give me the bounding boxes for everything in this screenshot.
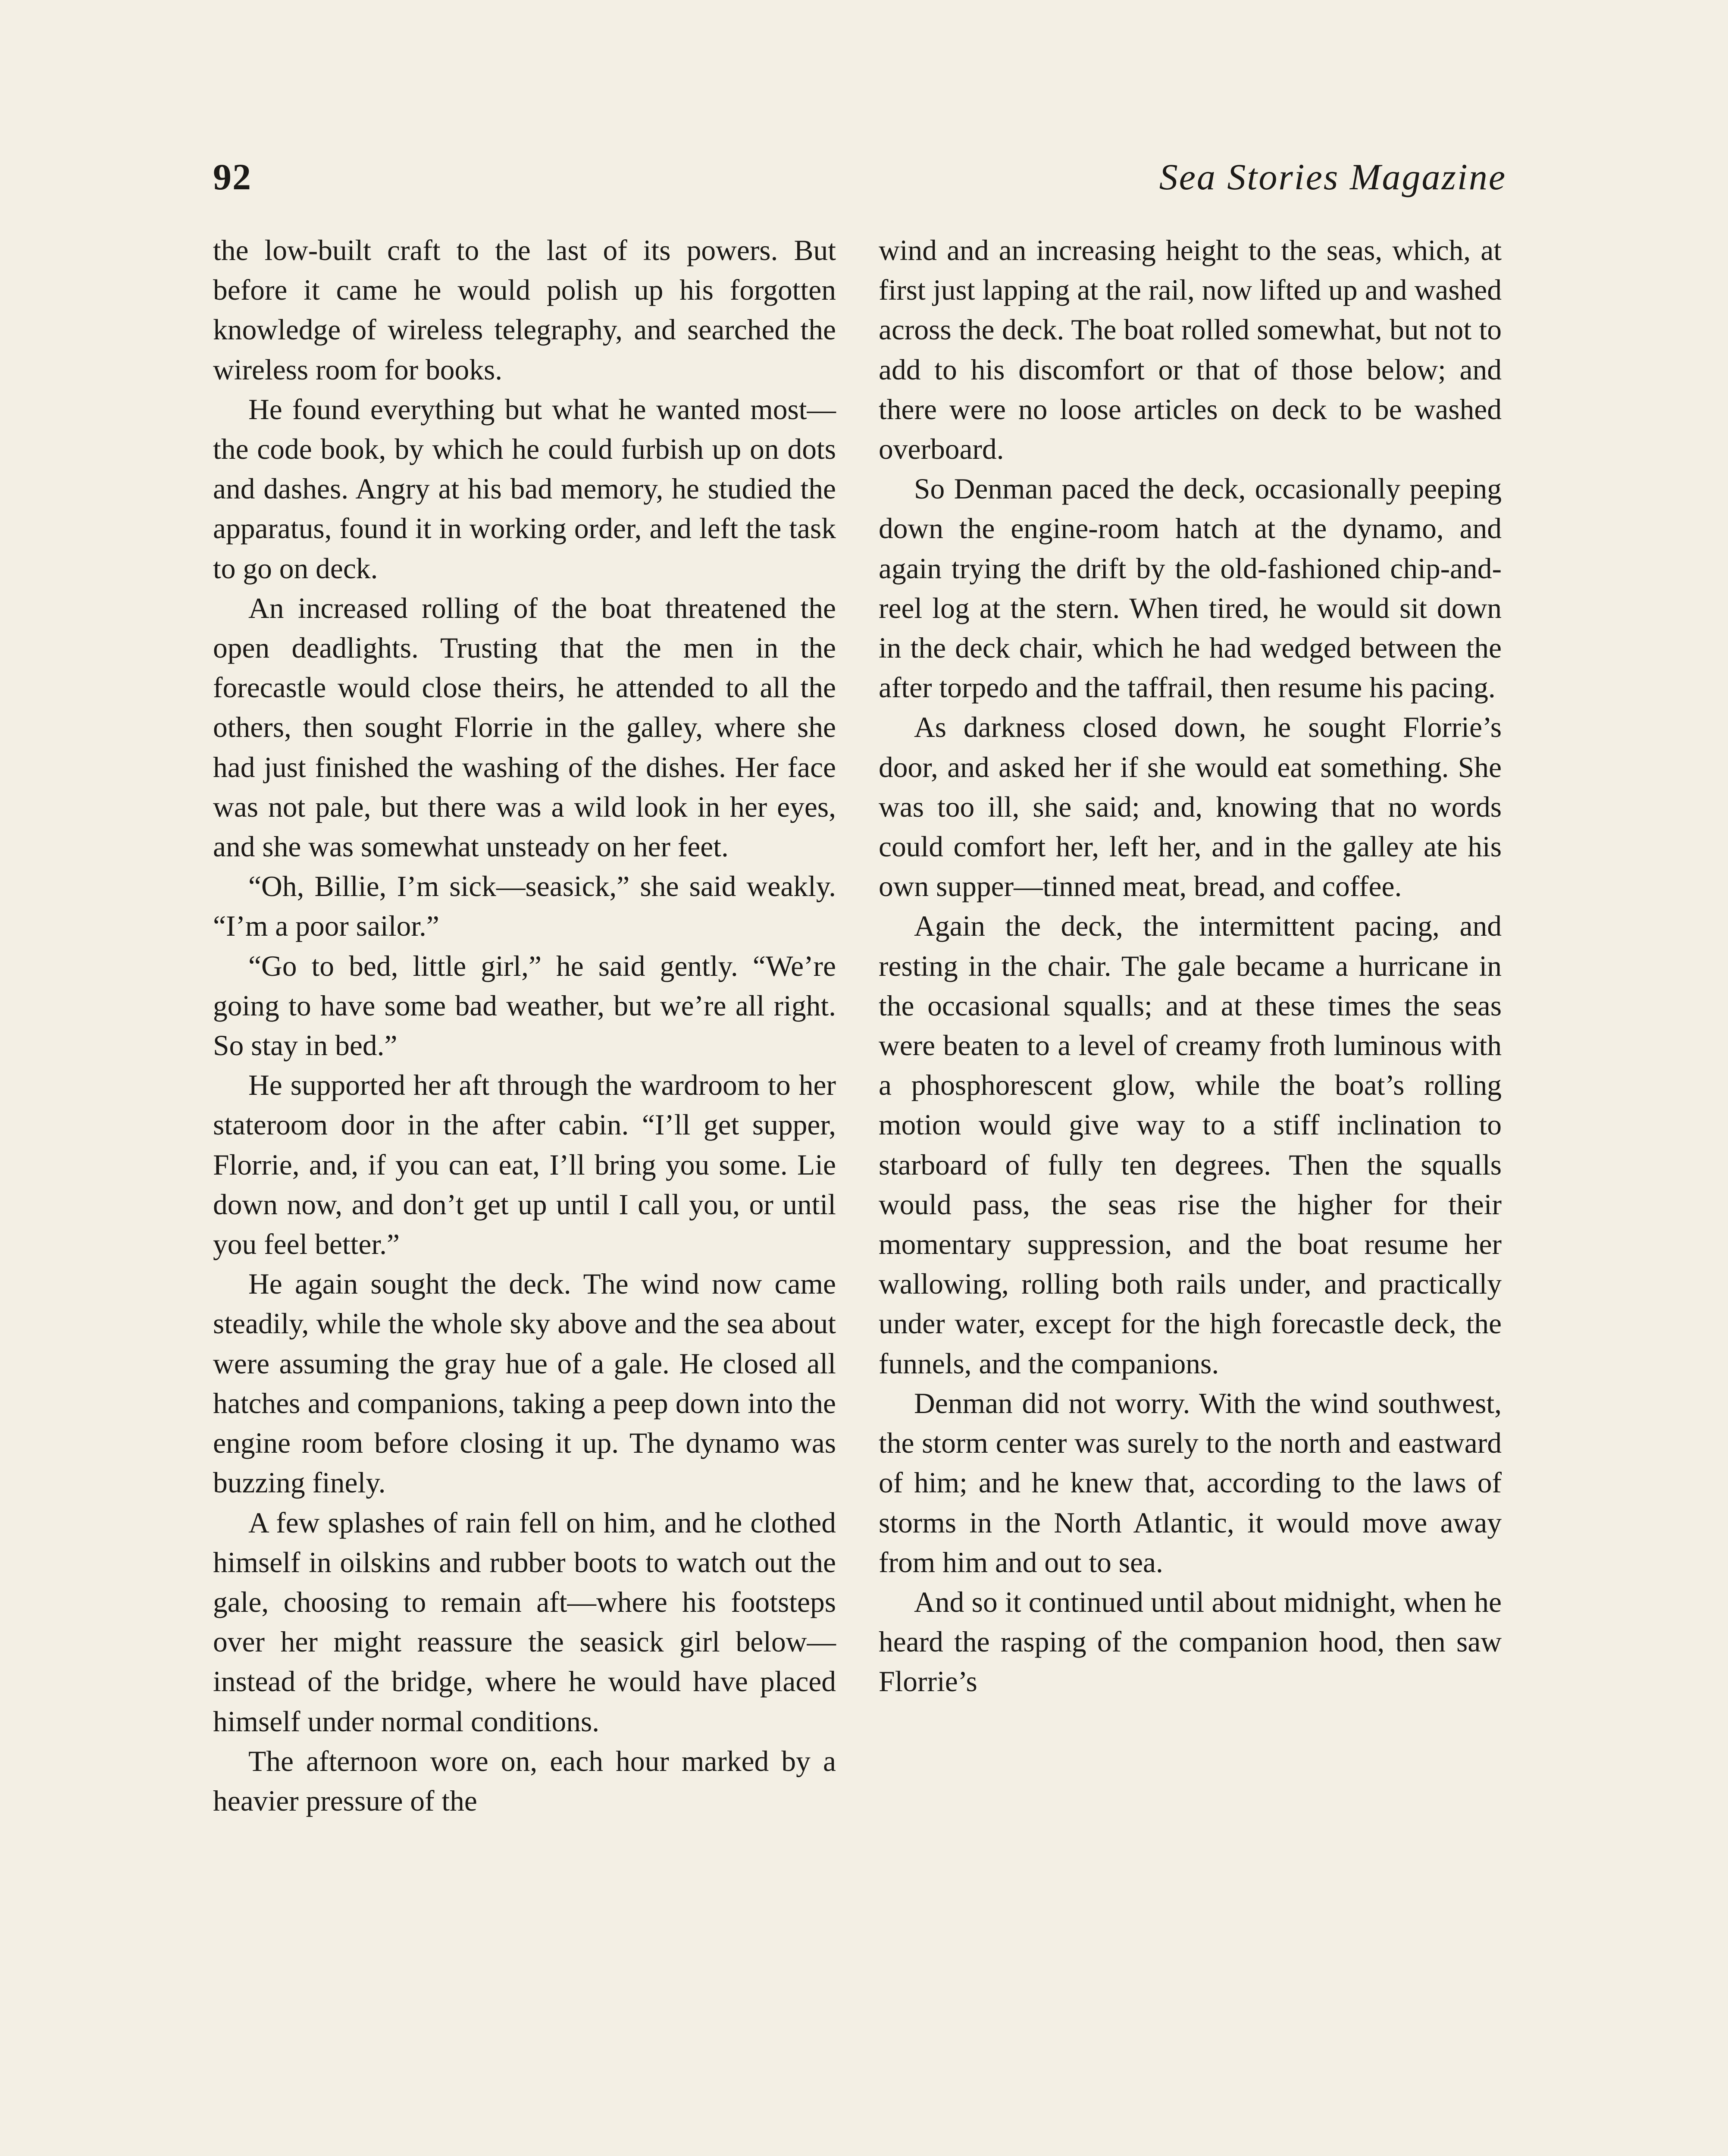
paragraph: He again sought the deck. The wind now came steadily, while the whole sky above and the sea about were assuming the gray hue of a gale. He closed all hatches and companions, taking a peep down into the engine room before closing it up. The dynamo was buzzing finely. — [213, 1268, 836, 1499]
paragraph: The afternoon wore on, each hour marked by a heavier pressure of the — [213, 1745, 836, 1817]
paragraph: Denman did not worry. With the wind southwest, the storm center was surely to the north and eastward of him; and he knew that, according to the laws of storms in the North Atlantic, it would move away from him and out to sea. — [879, 1387, 1502, 1579]
paragraph: He found everything but what he wanted most—the code book, by which he could furbish up on dots and dashes. Angry at his bad memory, he studied the apparatus, found it in working order, and left the task to go on deck. — [213, 393, 836, 585]
magazine-title: Sea Stories Magazine — [1159, 156, 1506, 197]
right-text-column — [879, 231, 1502, 1702]
paragraph: As darkness closed down, he sought Florrie’s door, and asked her if she would eat something. She was too ill, she said; and, knowing that no words could comfort her, left her, and in the galley ate his own supper—tinned meat, bread, and coffee. — [879, 711, 1502, 903]
paragraph: And so it continued until about midnight, when he heard the rasping of the companion hood, then saw Florrie’s — [879, 1586, 1502, 1698]
paragraph: “Go to bed, little girl,” he said gently. “We’re going to have some bad weather, but we’re all right. So stay in bed.” — [213, 950, 836, 1062]
paragraph: He supported her aft through the wardroom to her stateroom door in the after cabin. “I’ll get supper, Florrie, and, if you can eat, I’ll bring you some. Lie down now, and don’t get up until I call you, or until you feel better.” — [213, 1069, 836, 1261]
paragraph: A few splashes of rain fell on him, and he clothed himself in oilskins and rubber boots to watch out the gale, choosing to remain aft—where his footsteps over her might reassure the seasick girl below—instead of the bridge, where he would have placed himself under normal conditions. — [213, 1506, 836, 1738]
running-head — [213, 149, 1506, 205]
page-number: 92 — [213, 156, 252, 197]
paragraph: An increased rolling of the boat threatened the open deadlights. Trusting that the men in the forecastle would close theirs, he attended to all the others, then sought Florrie in the galley, where she had just finished the washing of the dishes. Her face was not pale, but there was a wild look in her eyes, and she was somewhat unsteady on her feet. — [213, 592, 836, 863]
left-text-column — [213, 231, 836, 1821]
paragraph: wind and an increasing height to the seas, which, at first just lapping at the rail, now lifted up and washed across the deck. The boat rolled somewhat, but not to add to his discomfort or that of those below; and there were no loose articles on deck to be washed overboard. — [879, 234, 1502, 466]
paragraph: “Oh, Billie, I’m sick—seasick,” she said weakly. “I’m a poor sailor.” — [213, 870, 836, 943]
paragraph: the low-built craft to the last of its powers. But before it came he would polish up his forgotten knowledge of wireless telegraphy, and searched the wireless room for books. — [213, 234, 836, 386]
paragraph: Again the deck, the intermittent pacing, and resting in the chair. The gale became a hurricane in the occasional squalls; and at these times the seas were beaten to a level of creamy froth luminous with a phosphorescent glow, while the boat’s rolling motion would give way to a stiff inclination to starboard of fully ten degrees. Then the squalls would pass, the seas rise the higher for their momentary suppression, and the boat resume her wallowing, rolling both rails under, and practically under water, except for the high forecastle deck, the funnels, and the companions. — [879, 910, 1502, 1380]
paragraph: So Denman paced the deck, occasionally peeping down the engine-room hatch at the dynamo, and again trying the drift by the old-fashioned chip-and-reel log at the stern. When tired, he would sit down in the deck chair, which he had wedged between the after torpedo and the taffrail, then resume his pacing. — [879, 473, 1502, 704]
